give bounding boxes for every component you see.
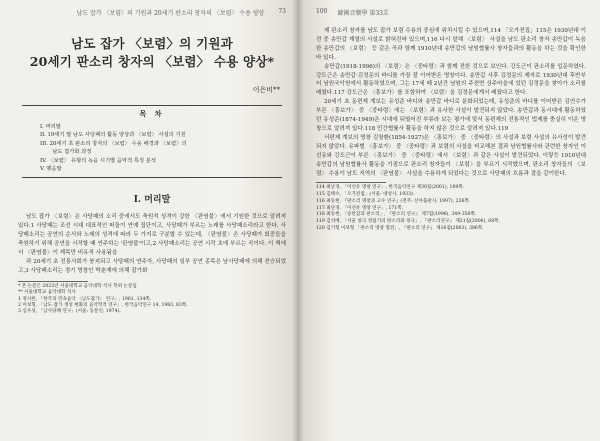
footnote-divider: [18, 281, 88, 282]
body-paragraph: 송만갑(1918-1996)의 〈보렴〉은 〈중타령〉과 함께 전한 것으로 보인다. 강도근이 판소리를 입문하였다. 강도근은 송만갑·김정문의 바디를 가장 잘 이어받은 명창이다. 송만갑 사후 김정문의 제자로 1930년대 후반부터 남원국악원에서 활동하였으며, 그는 17세 때 2년간 남원의 주천면 상주마을에 있던 김정문을 찾아가 소리를 배웠다.117 강도근은 〈흥보가〉를 포함하여 〈보렴〉을 김정문에게서 배웠다고 한다.: [316, 63, 586, 97]
footnote: 118 최동현, 「송만갑과 판소리」, 『판소리 연구』 제7집(1996), 349-350쪽.: [316, 212, 477, 218]
footnote: 3 심우성, 「남사당패 연구」(서울: 동문선, 1974).: [18, 309, 121, 315]
body-paragraph: 서편제 계보의 명창 김창환(1854-1927)은 〈흥보가〉 중 〈중타령〉의 사설과 보렴 사설의 유사성이 발견되지 않았다. 유파별 〈흥보가〉 중 〈중타령〉과 보렴의 사설을 비교해본 결과 남원협률사와 관련한 창자인 이선유와 강도근이 부른 〈흥보가〉 중 〈중타령〉에서 〈보렴〉과 같은 사설이 발견되었다. 이렇듯 1910년대 송만갑의 남원협률사 활동을 기점으로 판소리 창자들이 〈보렴〉을 부르기 시작했으며, 판소리 창자들의 〈보렴〉 수용이 남도 지역의 〈판염불〉 사설을 수용하게 되었다는 것으로 사당패의 흐름과 결을 같이한다.: [316, 134, 586, 177]
body-paragraph: 20세기 초 동편제 계보는 유성준 바디와 송만갑 바디로 분화되었는데, 유성준의 바디를 이어받은 김연수가 부른 〈흥보가〉 중 〈중타령〉에는 〈보렴〉과 유사한 사설이 발견되지 않았다. 송만갑과 동시대에 활동하였던 유성준(1874-1949)은 시대에 뒤떨어진 부류라 보는 평가에 맞서 동편제의 전통적인 법제를 충실히 이은 명창으로 알려져 있다.118 민간협률사 활동을 하지 않은 것으로 알려져 있다.119: [316, 99, 586, 132]
running-head-title: 남도 잡가 〈보렴〉의 기원과 20세기 판소리 창자의 〈보렴〉 수용 양상: [76, 10, 265, 17]
footnote: * 본 논문은 2023년 서울대학교 음악대학 석사 학위 논문임: [18, 283, 137, 289]
page-number: 100: [316, 8, 328, 15]
footnote: ** 서울대학교 음악대학 석사: [18, 290, 76, 296]
footnote: 120 김기형 이보형 「판소리 명창 열전」, 『판소리 연구』 제16집(2003), 386쪽.: [316, 225, 484, 231]
footnote: 114 최난경, 「이선유 명창 연구」, 한국음악연구 제30집(2001), 169쪽.: [316, 185, 465, 191]
toc-item: III. 20세기 초 판소리 창자의 〈보렴〉 수용 배경과 〈보렴〉의: [40, 140, 187, 147]
body-paragraph: 남도 잡가 〈보렴〉은 사당패의 소리 중에서도 축원적 성격이 강한 〈판염불〉에서 기원한 것으로 알려져 있다.1 사당패는 조선 시대 대표적인 떠돌이 연예 집단이고, 사당패가 부르는 노래를 사당패소리라고 한다. 사당패소리는 공연의 순서와 노래의 성격에 따라 두 가지로 구분할 수 있는데, 〈판염불〉은 사당패가 회중들을 축원하기 위해 공연을 시작할 때 연주하는 '판염불'이고,2 사당패소리는 공연 시작 초에 부르는 곡이다. 이 책에서 〈판염불〉이 제목만 비유적 사용됨을: [18, 214, 286, 257]
left-running-header: [18, 8, 286, 17]
article-title: [18, 35, 286, 71]
book-gutter-shadow: [292, 0, 304, 441]
page-number: 73: [278, 8, 286, 15]
author-name: 이은비**: [252, 86, 280, 94]
section-heading: I. 머리말: [133, 195, 171, 206]
toc-item: V. 맺음말: [40, 166, 62, 173]
toc-item: II. 19세기 말 남도 사당패의 활동 양상과 〈보렴〉 사설의 기원: [40, 132, 186, 139]
footnote: 1 정사론, 「한국의 민속음악 〈남도잡가〉 연구」, 1961, 134쪽.: [18, 296, 152, 302]
title-line-2: 20세기 판소리 창자의 〈보렴〉 수용 양상*: [29, 54, 275, 69]
footnote: 116 최동현, 『판소리 명창과 고수 연구』(전주: 신아출판사, 1997), 236쪽.: [316, 198, 471, 204]
footnote: 117 최난경, 「이선유 명창 연구」, 171쪽.: [316, 205, 404, 211]
body-paragraph: 과 20세기 초 전통사회가 붕괴되고 사당패의 연주자, 사당패의 일부 공연 종목은 남사당패에 의해 전승되었고,3 사당패소리는 경기 명창인 박춘재에 의해 잡가화: [18, 258, 286, 274]
footnote: 119 김석배, 「서울 창극 정립기의 판소리와 창극」, 『판소리연구』 제21집(2006), 68쪽.: [316, 218, 501, 224]
right-running-header: [316, 8, 586, 17]
footnote-divider: [316, 182, 386, 183]
toc-item: IV. 〈보렴〉 유형의 녹음 시기별 음악적 특징 분석: [40, 157, 157, 164]
toc-title: 목 차: [139, 109, 165, 118]
table-of-contents: [22, 105, 282, 178]
title-line-1: 남도 잡가 〈보렴〉의 기원과: [71, 36, 233, 51]
body-paragraph: 제 판소리 창자를 남도 잡가 보렴 수용의 중심에 위치시킬 수 있으며,114 「오가전집」115은 1930년대 이전 중 송만갑 계열의 사설로 밝혀진바 있으며,116 다시 말해 〈보렴〉 사설을 남도 판소리 창자 송만갑이 녹음한 송만갑의 〈보렴〉 등 같은 곡과 함께 1910년대 송만갑의 남원협률사 창자들과의 활동을 하는 것을 확인한 바 있다.: [316, 28, 586, 61]
left-page: [0, 0, 298, 441]
right-page: [298, 0, 600, 441]
journal-name: 韓國音樂學 第33호: [337, 10, 389, 17]
toc-item: 남도 잡가화 과정: [40, 149, 92, 156]
footnote: 115 김택수, 「오가전집」(서울: 대성사, 1933).: [316, 192, 415, 198]
toc-item: I. 머리말: [40, 124, 61, 130]
footnote: 2 이보형, 「남도 잡가 생성 변화의 음악학적 연구」, 한국음악연구 14, 1983, 83쪽.: [18, 303, 188, 308]
